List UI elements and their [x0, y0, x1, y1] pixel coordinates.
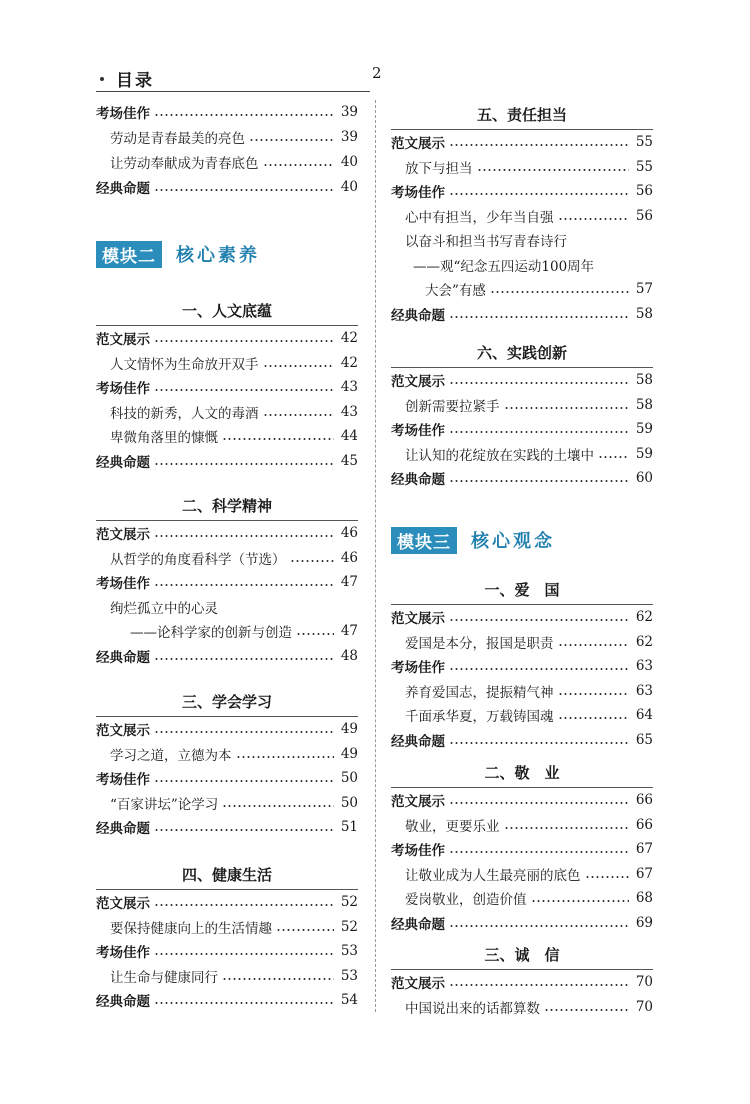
entry-title: ——观“纪念五四运动100周年: [413, 258, 595, 275]
toc-article-entry[interactable]: [96, 151, 358, 173]
toc-article-entry[interactable]: [391, 205, 653, 227]
dot-leader: [449, 473, 629, 483]
dot-leader: [477, 162, 630, 172]
dot-leader: [222, 431, 334, 441]
section-rule: [391, 787, 653, 788]
section-heading: 二、敬 业: [484, 764, 560, 782]
entry-page-number: 70: [635, 998, 653, 1015]
entry-title: 经典命题: [391, 472, 445, 488]
entry-page-number: 51: [340, 819, 358, 835]
dot-leader: [585, 869, 630, 879]
toc-article-entry[interactable]: [96, 916, 358, 938]
entry-title: 放下与担当: [405, 160, 473, 177]
entry-title: 考场佳作: [96, 772, 150, 788]
entry-page-number: 60: [635, 470, 653, 486]
column-divider: [375, 100, 376, 1012]
entry-title: 爱岗敬业，创造价值: [405, 892, 527, 908]
entry-title: 学习之道，立德为本: [110, 747, 232, 764]
section-rule: [96, 520, 358, 521]
module-label: 模块二: [96, 241, 162, 268]
entry-title: 让生命与健康同行: [110, 969, 218, 986]
entry-page-number: 54: [340, 992, 358, 1008]
entry-title: 人文情怀为生命放开双手: [110, 356, 259, 373]
dot-leader: [249, 132, 334, 142]
toc-category-entry[interactable]: [391, 131, 653, 153]
entry-title: 大会”有感: [425, 283, 486, 299]
dot-leader: [558, 211, 630, 221]
toc-category-entry[interactable]: [391, 606, 653, 628]
toc-article-entry[interactable]: [96, 743, 358, 765]
dot-leader: [222, 971, 334, 981]
dot-leader: [263, 407, 335, 417]
entry-page-number: 43: [340, 403, 358, 420]
entry-page-number: 63: [635, 682, 653, 699]
entry-title: 科技的新秀，人文的毒酒: [110, 405, 259, 422]
entry-title: 经典命题: [96, 181, 150, 197]
toc-article-entry[interactable]: [96, 401, 358, 423]
entry-page-number: 48: [340, 647, 358, 664]
section-rule: [391, 969, 653, 970]
entry-title: 以奋斗和担当书写青春诗行: [405, 234, 567, 250]
entry-title: 经典命题: [391, 916, 445, 933]
dot-leader: [154, 897, 334, 907]
entry-page-number: 58: [635, 396, 653, 413]
dot-leader: [154, 382, 334, 392]
toc-article-entry[interactable]: [391, 229, 653, 251]
entry-page-number: 46: [340, 525, 358, 541]
entry-page-number: 66: [635, 792, 653, 808]
toc-article-entry[interactable]: [96, 620, 358, 642]
toc-category-entry[interactable]: [391, 180, 653, 202]
entry-title: 范文展示: [96, 896, 150, 912]
dot-leader: [598, 449, 629, 459]
toc-category-entry[interactable]: [391, 789, 653, 811]
dot-leader: [558, 710, 630, 720]
dot-leader: [154, 724, 334, 734]
entry-title: 要保持健康向上的生活情趣: [110, 920, 272, 937]
entry-title: 心中有担当，少年当自强: [405, 209, 554, 226]
dot-leader: [263, 157, 335, 167]
entry-page-number: 49: [340, 721, 358, 737]
toc-category-entry[interactable]: [391, 971, 653, 993]
section-heading: 四、健康生活: [181, 866, 272, 884]
entry-title: 经典命题: [96, 454, 150, 471]
entry-title: 千面承华夏，万载铸国魂: [405, 709, 554, 725]
toc-article-entry[interactable]: [391, 680, 653, 702]
dot-leader: [154, 651, 334, 661]
entry-page-number: 52: [340, 918, 358, 935]
toc-category-entry[interactable]: [96, 101, 358, 123]
toc-article-entry[interactable]: [96, 126, 358, 148]
page-number: 2: [372, 64, 382, 82]
toc-article-entry[interactable]: [391, 814, 653, 836]
section-rule: [96, 889, 358, 890]
entry-title: “百家讲坛”论学习: [110, 796, 219, 813]
toc-category-entry[interactable]: [96, 176, 358, 198]
entry-page-number: 55: [635, 134, 653, 150]
entry-title: 让敬业成为人生最亮丽的底色: [405, 867, 581, 884]
dot-leader: [154, 333, 334, 343]
entry-page-number: 50: [340, 794, 358, 811]
toc-category-entry[interactable]: [391, 467, 653, 489]
entry-page-number: 63: [635, 658, 653, 674]
entry-page-number: 50: [340, 770, 358, 786]
entry-page-number: 57: [635, 281, 653, 297]
dot-leader: [236, 749, 335, 759]
toc-category-entry[interactable]: [391, 838, 653, 860]
toc-category-entry[interactable]: [391, 303, 653, 325]
entry-title: 范文展示: [391, 136, 445, 152]
entry-title: 让认知的花绽放在实践的土壤中: [405, 447, 594, 464]
dot-leader: [449, 977, 629, 987]
module-heading: [96, 241, 260, 267]
dot-leader: [154, 456, 334, 466]
entry-title: 考场佳作: [96, 106, 150, 122]
entry-page-number: 56: [635, 207, 653, 224]
toc-category-entry[interactable]: [391, 369, 653, 391]
section-heading: 五、责任担当: [476, 106, 567, 124]
toc-article-entry[interactable]: [391, 254, 653, 276]
dot-leader: [449, 735, 629, 745]
dot-leader: [558, 637, 630, 647]
toc-article-entry[interactable]: [391, 631, 653, 653]
toc-category-entry[interactable]: [96, 940, 358, 962]
entry-title: 从哲学的角度看科学（节选）: [110, 551, 286, 568]
dot-leader: [558, 686, 630, 696]
entry-page-number: 62: [635, 633, 653, 650]
dot-leader: [222, 798, 334, 808]
dot-leader: [154, 946, 334, 956]
dot-leader: [154, 182, 334, 192]
toc-article-entry[interactable]: [391, 704, 653, 726]
module-name: 核心观念: [471, 531, 555, 552]
entry-page-number: 67: [635, 841, 653, 857]
module-name: 核心素养: [176, 245, 260, 266]
toc-article-entry[interactable]: [96, 352, 358, 374]
entry-page-number: 40: [340, 154, 358, 170]
section-rule: [391, 604, 653, 605]
entry-page-number: 45: [340, 452, 358, 469]
entry-page-number: 64: [635, 707, 653, 723]
dot-leader: [154, 773, 334, 783]
entry-page-number: 65: [635, 731, 653, 748]
toc-category-entry[interactable]: [96, 645, 358, 667]
entry-title: 考场佳作: [391, 423, 445, 439]
entry-page-number: 59: [635, 445, 653, 462]
section-rule: [391, 367, 653, 368]
entry-title: 中国说出来的话都算数: [405, 1000, 540, 1017]
entry-page-number: 52: [340, 894, 358, 910]
module-label: 模块三: [391, 527, 457, 554]
entry-page-number: 42: [340, 330, 358, 346]
dot-leader: [154, 822, 334, 832]
entry-title: 创新需要拉紧手: [405, 398, 500, 415]
toc-article-entry[interactable]: [391, 156, 653, 178]
entry-title: 让劳动奉献成为青春底色: [110, 156, 259, 172]
dot-leader: [290, 553, 335, 563]
entry-page-number: 43: [340, 379, 358, 395]
entry-title: 考场佳作: [96, 945, 150, 961]
entry-page-number: 55: [635, 158, 653, 175]
dot-leader: [154, 107, 334, 117]
entry-title: 范文展示: [391, 611, 445, 627]
dot-leader: [449, 309, 629, 319]
toc-article-entry[interactable]: [391, 887, 653, 909]
entry-page-number: 42: [340, 354, 358, 371]
entry-page-number: 62: [635, 609, 653, 625]
entry-page-number: 66: [635, 816, 653, 833]
dot-leader: [449, 424, 629, 434]
toc-article-entry[interactable]: [96, 425, 358, 447]
section-heading: 二、科学精神: [181, 497, 272, 515]
toc-category-entry[interactable]: [96, 767, 358, 789]
entry-title: ——论科学家的创新与创造: [130, 625, 292, 641]
entry-title: 考场佳作: [391, 843, 445, 859]
entry-title: 范文展示: [96, 332, 150, 348]
entry-title: 劳动是青春最美的亮色: [110, 131, 245, 147]
entry-page-number: 47: [340, 574, 358, 590]
dot-leader: [154, 528, 334, 538]
entry-page-number: 40: [340, 179, 358, 195]
toc-article-entry[interactable]: [391, 394, 653, 416]
section-heading: 一、人文底蕴: [181, 302, 272, 320]
toc-category-entry[interactable]: [391, 418, 653, 440]
section-heading: 三、诚 信: [484, 946, 560, 964]
dot-leader: [531, 893, 630, 903]
entry-title: 养育爱国志，提振精气神: [405, 684, 554, 701]
dot-leader: [449, 186, 629, 196]
section-rule: [96, 716, 358, 717]
toc-category-entry[interactable]: [96, 376, 358, 398]
toc-category-entry[interactable]: [96, 571, 358, 593]
toc-category-entry[interactable]: [391, 655, 653, 677]
entry-page-number: 53: [340, 967, 358, 984]
entry-title: 范文展示: [96, 723, 150, 739]
toc-category-entry[interactable]: [391, 912, 653, 934]
entry-page-number: 69: [635, 914, 653, 931]
entry-title: 爱国是本分，报国是职责: [405, 635, 554, 652]
entry-page-number: 39: [340, 129, 358, 145]
dot-leader: [449, 137, 629, 147]
dot-leader: [263, 358, 335, 368]
dot-leader: [544, 1002, 629, 1012]
entry-title: 卑微角落里的慷慨: [110, 430, 218, 446]
entry-title: 经典命题: [96, 994, 150, 1010]
toc-article-entry[interactable]: [96, 965, 358, 987]
entry-title: 考场佳作: [391, 185, 445, 201]
entry-page-number: 46: [340, 549, 358, 566]
section-heading: 一、爱 国: [484, 581, 560, 599]
entry-title: 绚烂孤立中的心灵: [110, 600, 218, 617]
dot-leader: [490, 284, 629, 294]
dot-leader: [504, 820, 630, 830]
entry-page-number: 56: [635, 183, 653, 199]
dot-leader: [449, 375, 629, 385]
toc-category-entry[interactable]: [391, 729, 653, 751]
toc-article-entry[interactable]: [391, 443, 653, 465]
entry-page-number: 47: [340, 623, 358, 639]
entry-title: 范文展示: [96, 527, 150, 543]
dot-leader: [449, 612, 629, 622]
header-rule: [96, 91, 370, 92]
entry-page-number: 58: [635, 372, 653, 388]
dot-leader: [504, 400, 630, 410]
toc-article-entry[interactable]: [391, 863, 653, 885]
toc-category-entry[interactable]: [96, 891, 358, 913]
dot-leader: [449, 844, 629, 854]
dot-leader: [449, 918, 629, 928]
entry-title: 范文展示: [391, 794, 445, 810]
toc-article-entry[interactable]: [96, 547, 358, 569]
toc-category-entry[interactable]: [96, 327, 358, 349]
entry-title: 考场佳作: [96, 576, 150, 592]
toc-category-entry[interactable]: [96, 522, 358, 544]
entry-title: 经典命题: [96, 821, 150, 837]
toc-article-entry[interactable]: [391, 996, 653, 1018]
entry-page-number: 68: [635, 890, 653, 906]
entry-title: 范文展示: [391, 976, 445, 992]
dot-leader: [449, 795, 629, 805]
toc-category-entry[interactable]: [96, 718, 358, 740]
dot-leader: [296, 626, 334, 636]
entry-page-number: 70: [635, 974, 653, 990]
section-heading: 六、实践创新: [476, 344, 567, 362]
entry-page-number: 39: [340, 104, 358, 120]
entry-page-number: 49: [340, 745, 358, 762]
toc-category-entry[interactable]: [96, 450, 358, 472]
section-rule: [391, 129, 653, 130]
dot-leader: [449, 661, 629, 671]
module-heading: [391, 527, 555, 553]
entry-title: 经典命题: [391, 307, 445, 324]
header-bullet: [100, 77, 104, 81]
toc-article-entry[interactable]: [96, 596, 358, 618]
dot-leader: [276, 922, 334, 932]
page-title: 目录: [116, 71, 154, 91]
entry-title: 经典命题: [96, 649, 150, 666]
entry-page-number: 59: [635, 421, 653, 437]
toc-category-entry[interactable]: [96, 989, 358, 1011]
entry-page-number: 53: [340, 943, 358, 959]
entry-page-number: 58: [635, 305, 653, 322]
entry-title: 经典命题: [391, 733, 445, 750]
entry-title: 敬业，更要乐业: [405, 818, 500, 835]
dot-leader: [154, 577, 334, 587]
section-rule: [96, 325, 358, 326]
entry-page-number: 67: [635, 865, 653, 882]
entry-title: 考场佳作: [96, 381, 150, 397]
entry-title: 考场佳作: [391, 660, 445, 676]
dot-leader: [154, 995, 334, 1005]
toc-article-entry[interactable]: [96, 792, 358, 814]
toc-category-entry[interactable]: [96, 816, 358, 838]
section-heading: 三、学会学习: [181, 693, 272, 711]
entry-title: 范文展示: [391, 374, 445, 390]
entry-page-number: 44: [340, 428, 358, 444]
toc-article-entry[interactable]: [391, 278, 653, 300]
